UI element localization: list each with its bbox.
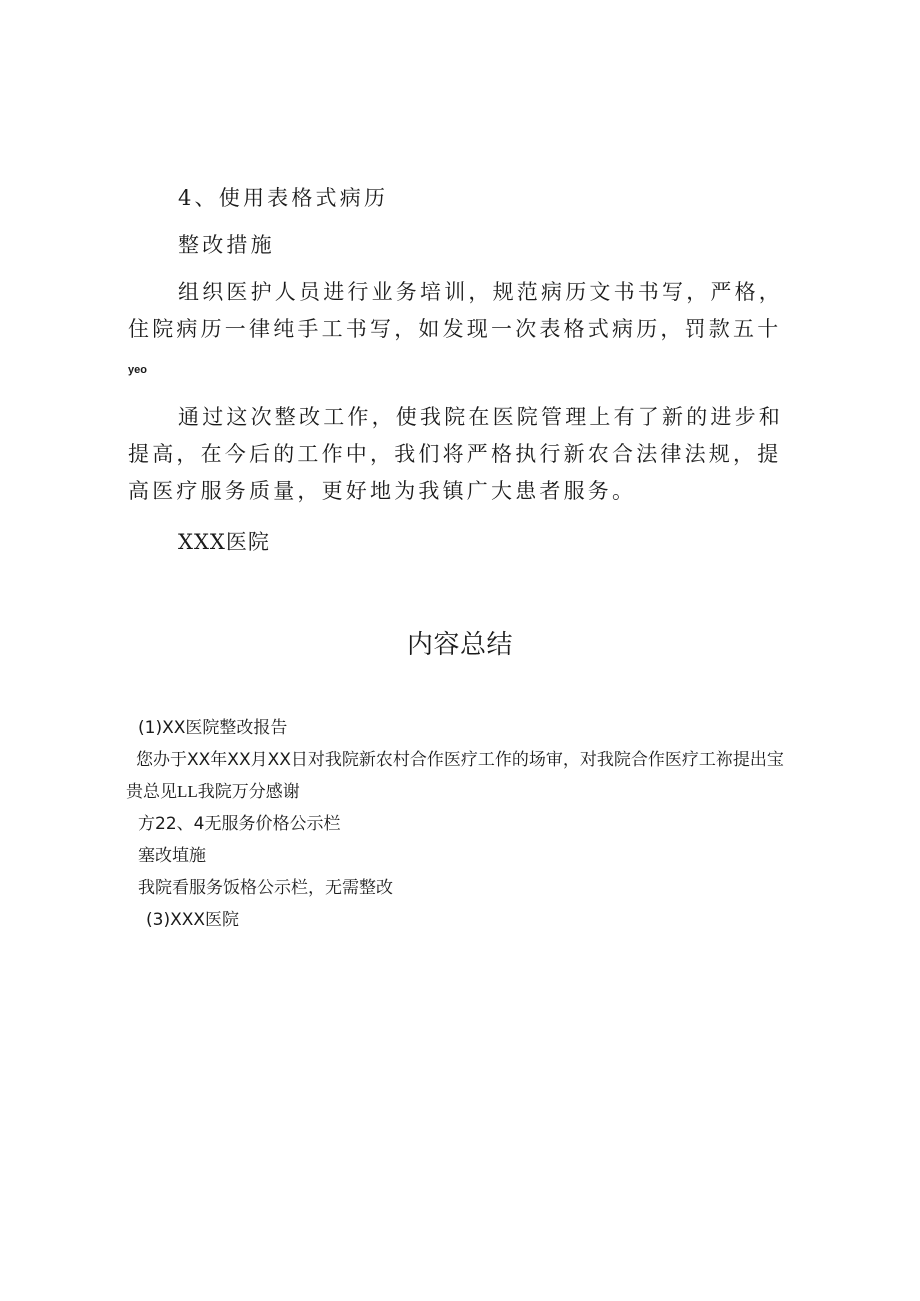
summary-line-1: (1)XX医院整改报告 bbox=[138, 718, 288, 738]
report-body bbox=[128, 180, 800, 561]
summary-line-6: (3)XXX医院 bbox=[146, 910, 240, 930]
measures-heading: 整改措施 bbox=[178, 233, 275, 257]
summary-line-2-tail: 我院万分感谢 bbox=[197, 782, 300, 802]
summary-block bbox=[126, 712, 786, 936]
summary-title: 内容总结 bbox=[406, 630, 513, 660]
hospital-signature: XXX医院 bbox=[178, 530, 270, 554]
summary-line-5: 我院看服务饭格公示栏，无需整改 bbox=[138, 878, 393, 898]
measures-text: 组织医护人员进行业务培训，规范病历文书书写，严格，住院病历一律纯手工书写，如发现一次表格式病历，罚款五十 bbox=[128, 280, 783, 341]
summary-line-2-mark: LL bbox=[177, 782, 198, 801]
summary-line-3: 方22、4无服务价格公示栏 bbox=[138, 814, 341, 834]
summary-line-2-main: 您办于XX年XX月XX日对我院新农村合作医疗工作的场审，对我院合作医疗工祢提出宝贵总见 bbox=[126, 750, 784, 802]
measures-suffix: yeo bbox=[128, 364, 147, 376]
measures-paragraph bbox=[128, 274, 800, 389]
summary-line-4: 塞改埴施 bbox=[138, 846, 206, 866]
summary-line-2 bbox=[126, 744, 786, 808]
conclusion-paragraph: 通过这次整改工作，使我院在医院管理上有了新的进步和提高，在今后的工作中，我们将严格执行新农合法律法规，提高医疗服务质量，更好地为我镇广大患者服务。 bbox=[128, 405, 783, 503]
item-4-heading: 4、使用表格式病历 bbox=[178, 186, 389, 210]
